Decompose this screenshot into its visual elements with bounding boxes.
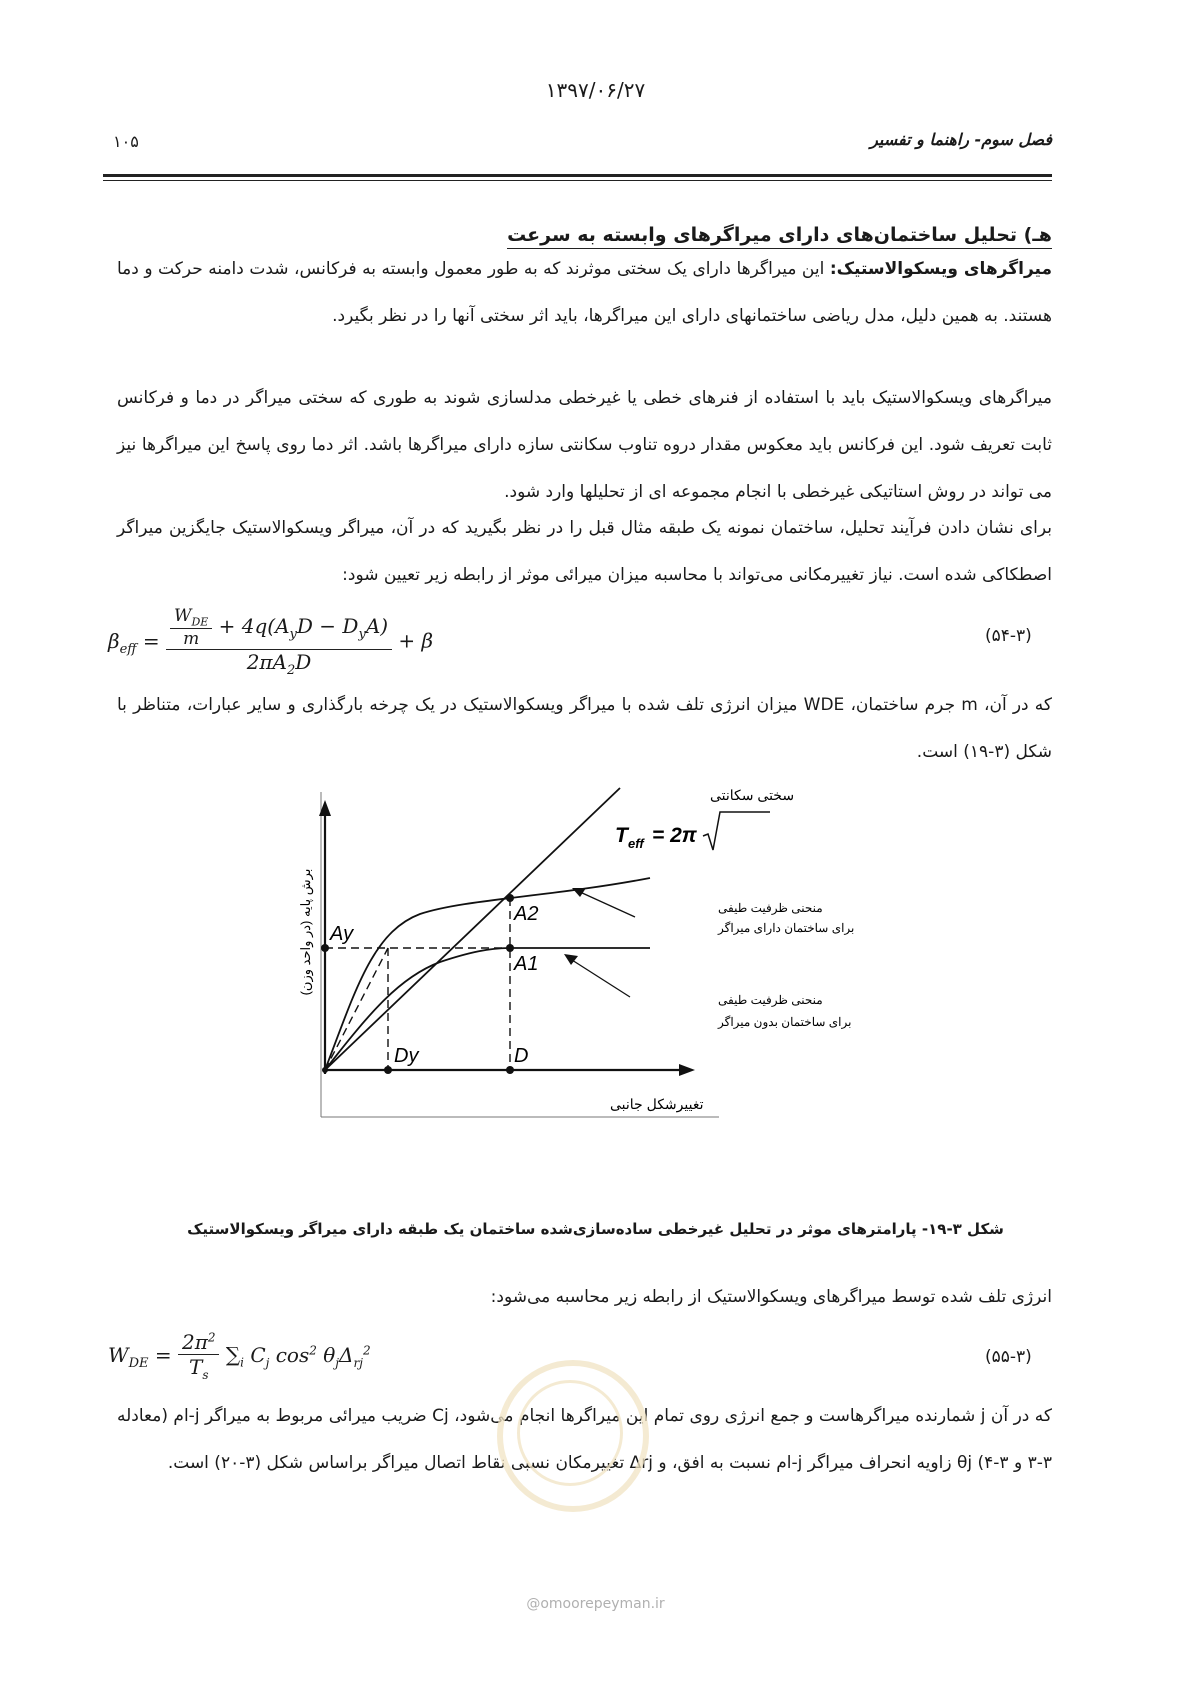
label-a2: A2	[514, 903, 539, 925]
figure-caption: شکل ۳-۱۹- پارامترهای موثر در تحلیل غیرخطی ساده‌سازی‌شده ساختمان یک طبقه دارای میراگر ویسکوالاستیک	[187, 1220, 1004, 1238]
secant-stiffness-line	[325, 788, 620, 1070]
label-with-damper-line2: برای ساختمان دارای میراگر	[718, 921, 855, 935]
header-rule-thin	[103, 180, 1052, 181]
svg-text:T: T	[615, 824, 628, 847]
label-ay: Ay	[330, 923, 354, 945]
paragraph-definitions: که در آن، m جرم ساختمان، WDE میزان انرژی تلف شده با میراگر ویسکوالاستیک در یک چرخه بارگذاری و سایر عبارات، متناظر با شکل (۳-۱۹) است.	[117, 695, 1052, 762]
label-dy: Dy	[394, 1045, 419, 1067]
equation-number-54-3: (۵۴-۳)	[985, 626, 1032, 646]
x-axis-label: تغییرشکل جانبی	[610, 1096, 704, 1112]
point-origin	[322, 1067, 328, 1073]
x-axis-arrow-icon	[679, 1064, 695, 1076]
arrow-curve-with-damper	[580, 892, 635, 917]
paragraph-modeling: میراگرهای ویسکوالاستیک باید با استفاده از فنرهای خطی یا غیرخطی مدلسازی شوند به طوری که سختی میراگر در دما و فرکانس ثابت تعریف شود. این فرکانس باید معکوس مقدار دروه تناوب سکانتی سازه دارای میراگرها باشد. اثر دما روی پاسخ این میراگرها نیز می تواند در روش استاتیکی غیرخطی با انجام مجموعه ای از تحلیلها وارد شود.	[117, 388, 1052, 502]
capacity-curve-without-damper	[325, 948, 650, 1070]
section-heading: هـ) تحلیل ساختمان‌های دارای میراگرهای وابسته به سرعت	[507, 224, 1052, 249]
paragraph-viscoelastic-intro	[117, 246, 1052, 340]
point-d	[506, 1066, 514, 1074]
label-a1: A1	[514, 953, 539, 975]
point-ay	[321, 944, 329, 952]
label-secant-stiffness: سختی سکانتی	[710, 787, 795, 803]
header-rule-thick	[103, 174, 1052, 177]
label-without-damper-line2: برای ساختمان بدون میراگر	[718, 1015, 852, 1029]
equation-55-3: $W_{DE}$ = $\frac{2\pi^2}{T_s}$ $\sum_i$ $C_j$ $\cos^2 \theta_j\Delta_{rj}^2$	[108, 1330, 371, 1382]
label-with-damper-line1: منحنی ظرفیت طیفی	[718, 901, 823, 915]
label-without-damper-line1: منحنی ظرفیت طیفی	[718, 993, 823, 1007]
arrow-curve-without-damper	[572, 960, 630, 997]
chapter-title: فصل سوم- راهنما و تفسیر	[870, 130, 1052, 149]
paragraph-energy-dissipation: انرژی تلف شده توسط میراگرهای ویسکوالاستیک از رابطه زیر محاسبه می‌شود:	[490, 1287, 1052, 1307]
point-a2	[506, 894, 514, 902]
watermark-seal-logo	[497, 1360, 649, 1512]
footer-site-link: @omoorepeyman.ir	[526, 1596, 665, 1612]
paragraph-text: این میراگرها دارای یک سختی موثرند که به طور معمول وابسته به فرکانس، شدت دامنه حرکت و دما هستند. به همین دلیل، مدل ریاضی ساختمانهای دارای این میراگرها، باید اثر سختی آنها را در نظر بگیرد.	[117, 259, 1052, 326]
equation-number-55-3: (۵۵-۳)	[985, 1347, 1032, 1367]
y-axis-label: برش پایه (در واحد وزن)	[298, 868, 313, 996]
arrow-head-with-damper-icon	[572, 888, 586, 897]
paragraph-variables: که در آن j شمارنده میراگرهاست و جمع انرژی روی تمام این میراگرها انجام می‌شود، Cj ضریب میرائی مربوط به میراگر j-ام (معادله ۳-۳ و ۳-۴) θj زاویه انحراف میراگر j-ام نسبت به افق، و Δrj تغییرمکان نسبی نقاط اتصال میراگر براساس شکل (۳-۲۰) است.	[117, 1406, 1053, 1473]
point-dy	[384, 1066, 392, 1074]
figure-3-19-chart	[290, 782, 855, 1132]
point-a1	[506, 944, 514, 952]
teff-formula	[615, 812, 770, 851]
equation-54-3: $\beta_{eff}$ = $\frac{W_{DE}}{m}$ + $4q(A_yD - D_yA)$ $2\pi A_2D$ + β	[108, 606, 434, 679]
document-date: ۱۳۹۷/۰۶/۲۷	[545, 78, 646, 102]
bilinear-dashed-segment	[325, 948, 388, 1070]
paragraph-example: برای نشان دادن فرآیند تحلیل، ساختمان نمونه یک طبقه مثال قبل را در نظر بگیرید که در آن، میراگر ویسکوالاستیک جایگزین میراگر اصطکاکی شده است. نیاز تغییرمکانی می‌تواند با محاسبه میزان میرائی موثر از رابطه زیر تعیین شود:	[117, 518, 1052, 585]
svg-text:eff: eff	[628, 836, 644, 851]
capacity-curve-with-damper	[325, 878, 650, 1070]
label-d: D	[514, 1045, 529, 1067]
svg-text:= 2π: = 2π	[652, 824, 697, 847]
arrow-head-without-damper-icon	[564, 954, 578, 965]
paragraph-bold-term: میراگرهای ویسکوالاستیک:	[829, 259, 1052, 279]
page-number: ۱۰۵	[113, 132, 139, 151]
